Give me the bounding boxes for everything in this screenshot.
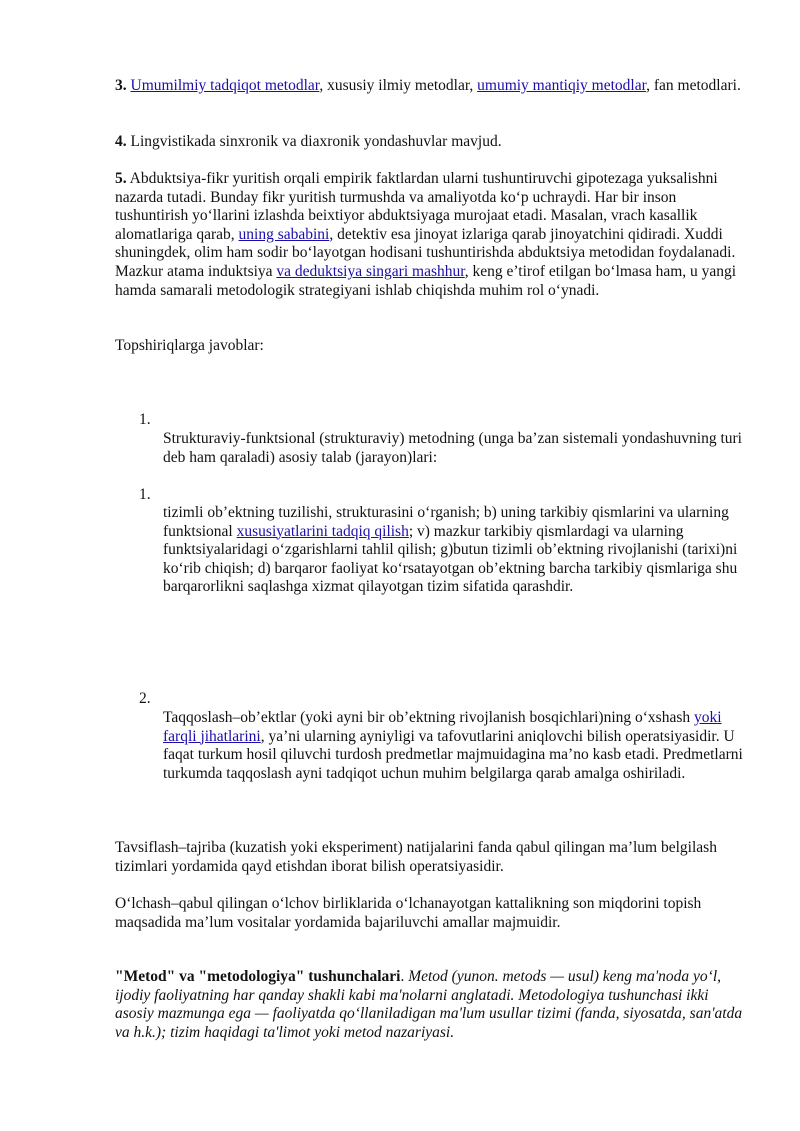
paragraph-3: [115, 77, 745, 96]
paragraph-3-text-2: , fan metodlari.: [646, 77, 741, 94]
link-xususiyatlarini-tadqiq-qilish[interactable]: xususiyatlarini tadqiq qilish: [236, 522, 409, 540]
metod-definition: Metod (yunon. metods — usul) keng ma'noda yo‘l, ijodiy faoliyatning har qanday shakli kabi ma'nolarni anglatadi. Metodologiya tushunchasi ikki asosiy mazmunga ega — faoliyatda qo‘llaniladigan ma'lum usullar tizimi (fanda, siyosatda, san'atda va h.k.); tizim haqidagi ta'limot yoki metod nazariyasi.: [115, 968, 743, 1041]
answers-heading: Topshiriqlarga javoblar:: [115, 337, 264, 354]
paragraph-5-text-2: , detektiv esa jinoyat izlariga qarab jinoyatchini qidiradi. Xuddi shuningdek, olim ham sodir bo‘layotgan hodisani tushuntirishda abduktsiya metodidan foydalanadi. Mazkur atama induktsiya: [115, 225, 736, 280]
paragraph-5-text-3: , keng e’tirof etilgan bo‘lmasa ham, u yangi hamda samarali metodologik strategiyani ishlab chiqishda muhim rol o‘ynadi.: [115, 262, 737, 299]
list-item-2-text-2: ; v) mazkur tarkibiy qismlardagi va ularning funktsiyalaridagi o‘zgarishlarni tahlil qilish; g)butun tizimli ob’ektning rivojlanishi (tarixi)ni ko‘rib chiqish; d) barqaror faoliyat ko‘rsatayotgan ob’ektning barcha tarkibiy qismlariga shu barqarorlikni saqlashga xizmat qilayotgan tizim sifatida qarashdir.: [163, 522, 738, 596]
list-item-3-text-1: Taqqoslash–ob’ektlar (yoki ayni bir ob’ektning rivojlanish bosqichlari)ning o‘xshash: [163, 709, 694, 726]
paragraph-5-text-1: Abduktsiya-fikr yuritish orqali empirik faktlardan ularni tushuntiruvchi gipotezaga yuksalishni nazarda tutadi. Bunday fikr yuritish turmushda va amaliyotda ko‘p uchraydi. Har bir inson tushuntirish yo‘llarini izlashda beixtiyor abduktsiyaga murojaat etadi. Masalan, vrach kasallik alomatlariga qarab,: [115, 170, 718, 243]
list-item-2-text-1: tizimli ob’ektning tuzilishi, strukturasini o‘rganish; b) uning tarkibiy qismlarini va ularning funktsional: [163, 504, 729, 540]
link-umumilmiy-tadqiqot-metodlar[interactable]: Umumilmiy tadqiqot metodlar: [130, 77, 320, 94]
list-item-1-number: 1.: [139, 411, 151, 428]
paragraph-4-text: Lingvistikada sinxronik va diaxronik yondashuvlar mavjud.: [126, 133, 502, 150]
paragraph-3-text-1: , xususiy ilmiy metodlar,: [319, 77, 478, 94]
paragraph-metod: [115, 968, 745, 1042]
list-item-3-text-2: , ya’ni ularning ayniyligi va tafovutlarini aniqlovchi bilish operatsiyasidir. U faqat turkum hosil qiluvchi turdosh predmetlar majmuidagina ma’no kasb etadi. Predmetlarni turkumda taqqoslash ayni tadqiqot uchun muhim belgilarga qarab amalga oshiriladi.: [163, 727, 743, 782]
paragraph-olchash: O‘lchash–qabul qilingan o‘lchov birliklarida o‘lchanayotgan kattalikning son miqdorini topish maqsadida ma’lum vositalar yordamida bajariluvchi amallar majmuidir.: [115, 895, 702, 931]
list-item-2-number: 1.: [139, 486, 151, 503]
list-item-3-number: 2.: [139, 690, 151, 707]
paragraph-3-number: 3.: [115, 77, 127, 94]
paragraph-4-number: 4.: [115, 133, 127, 150]
link-uning-sababini[interactable]: uning sababini: [238, 225, 330, 243]
list-item-1-text: Strukturaviy-funktsional (strukturaviy) metodning (unga ba’zan sistemali yondashuvning turi deb ham qaraladi) asosiy talab (jarayon)lari:: [163, 430, 742, 466]
paragraph-5-number: 5.: [115, 170, 127, 187]
paragraph-5: [115, 170, 745, 300]
link-umumiy-mantiqiy-metodlar[interactable]: umumiy mantiqiy metodlar: [477, 77, 647, 94]
metod-heading: "Metod" va "metodologiya" tushunchalari: [115, 968, 401, 985]
list-item-3-text: [163, 709, 748, 783]
link-yoki-farqli-jihatlarini[interactable]: yoki farqli jihatlarini: [163, 709, 722, 745]
link-va-deduktsiya-singari-mashhur[interactable]: va deduktsiya singari mashhur: [276, 262, 465, 280]
list-item-2-text: [163, 504, 748, 597]
paragraph-4: [115, 133, 745, 152]
metod-dot: .: [400, 968, 409, 985]
paragraph-tavsiflash: Tavsiflash–tajriba (kuzatish yoki eksperiment) natijalarini fanda qabul qilingan ma’lum belgilash tizimlari yordamida qayd etishdan iborat bilish operatsiyasidir.: [115, 839, 717, 875]
